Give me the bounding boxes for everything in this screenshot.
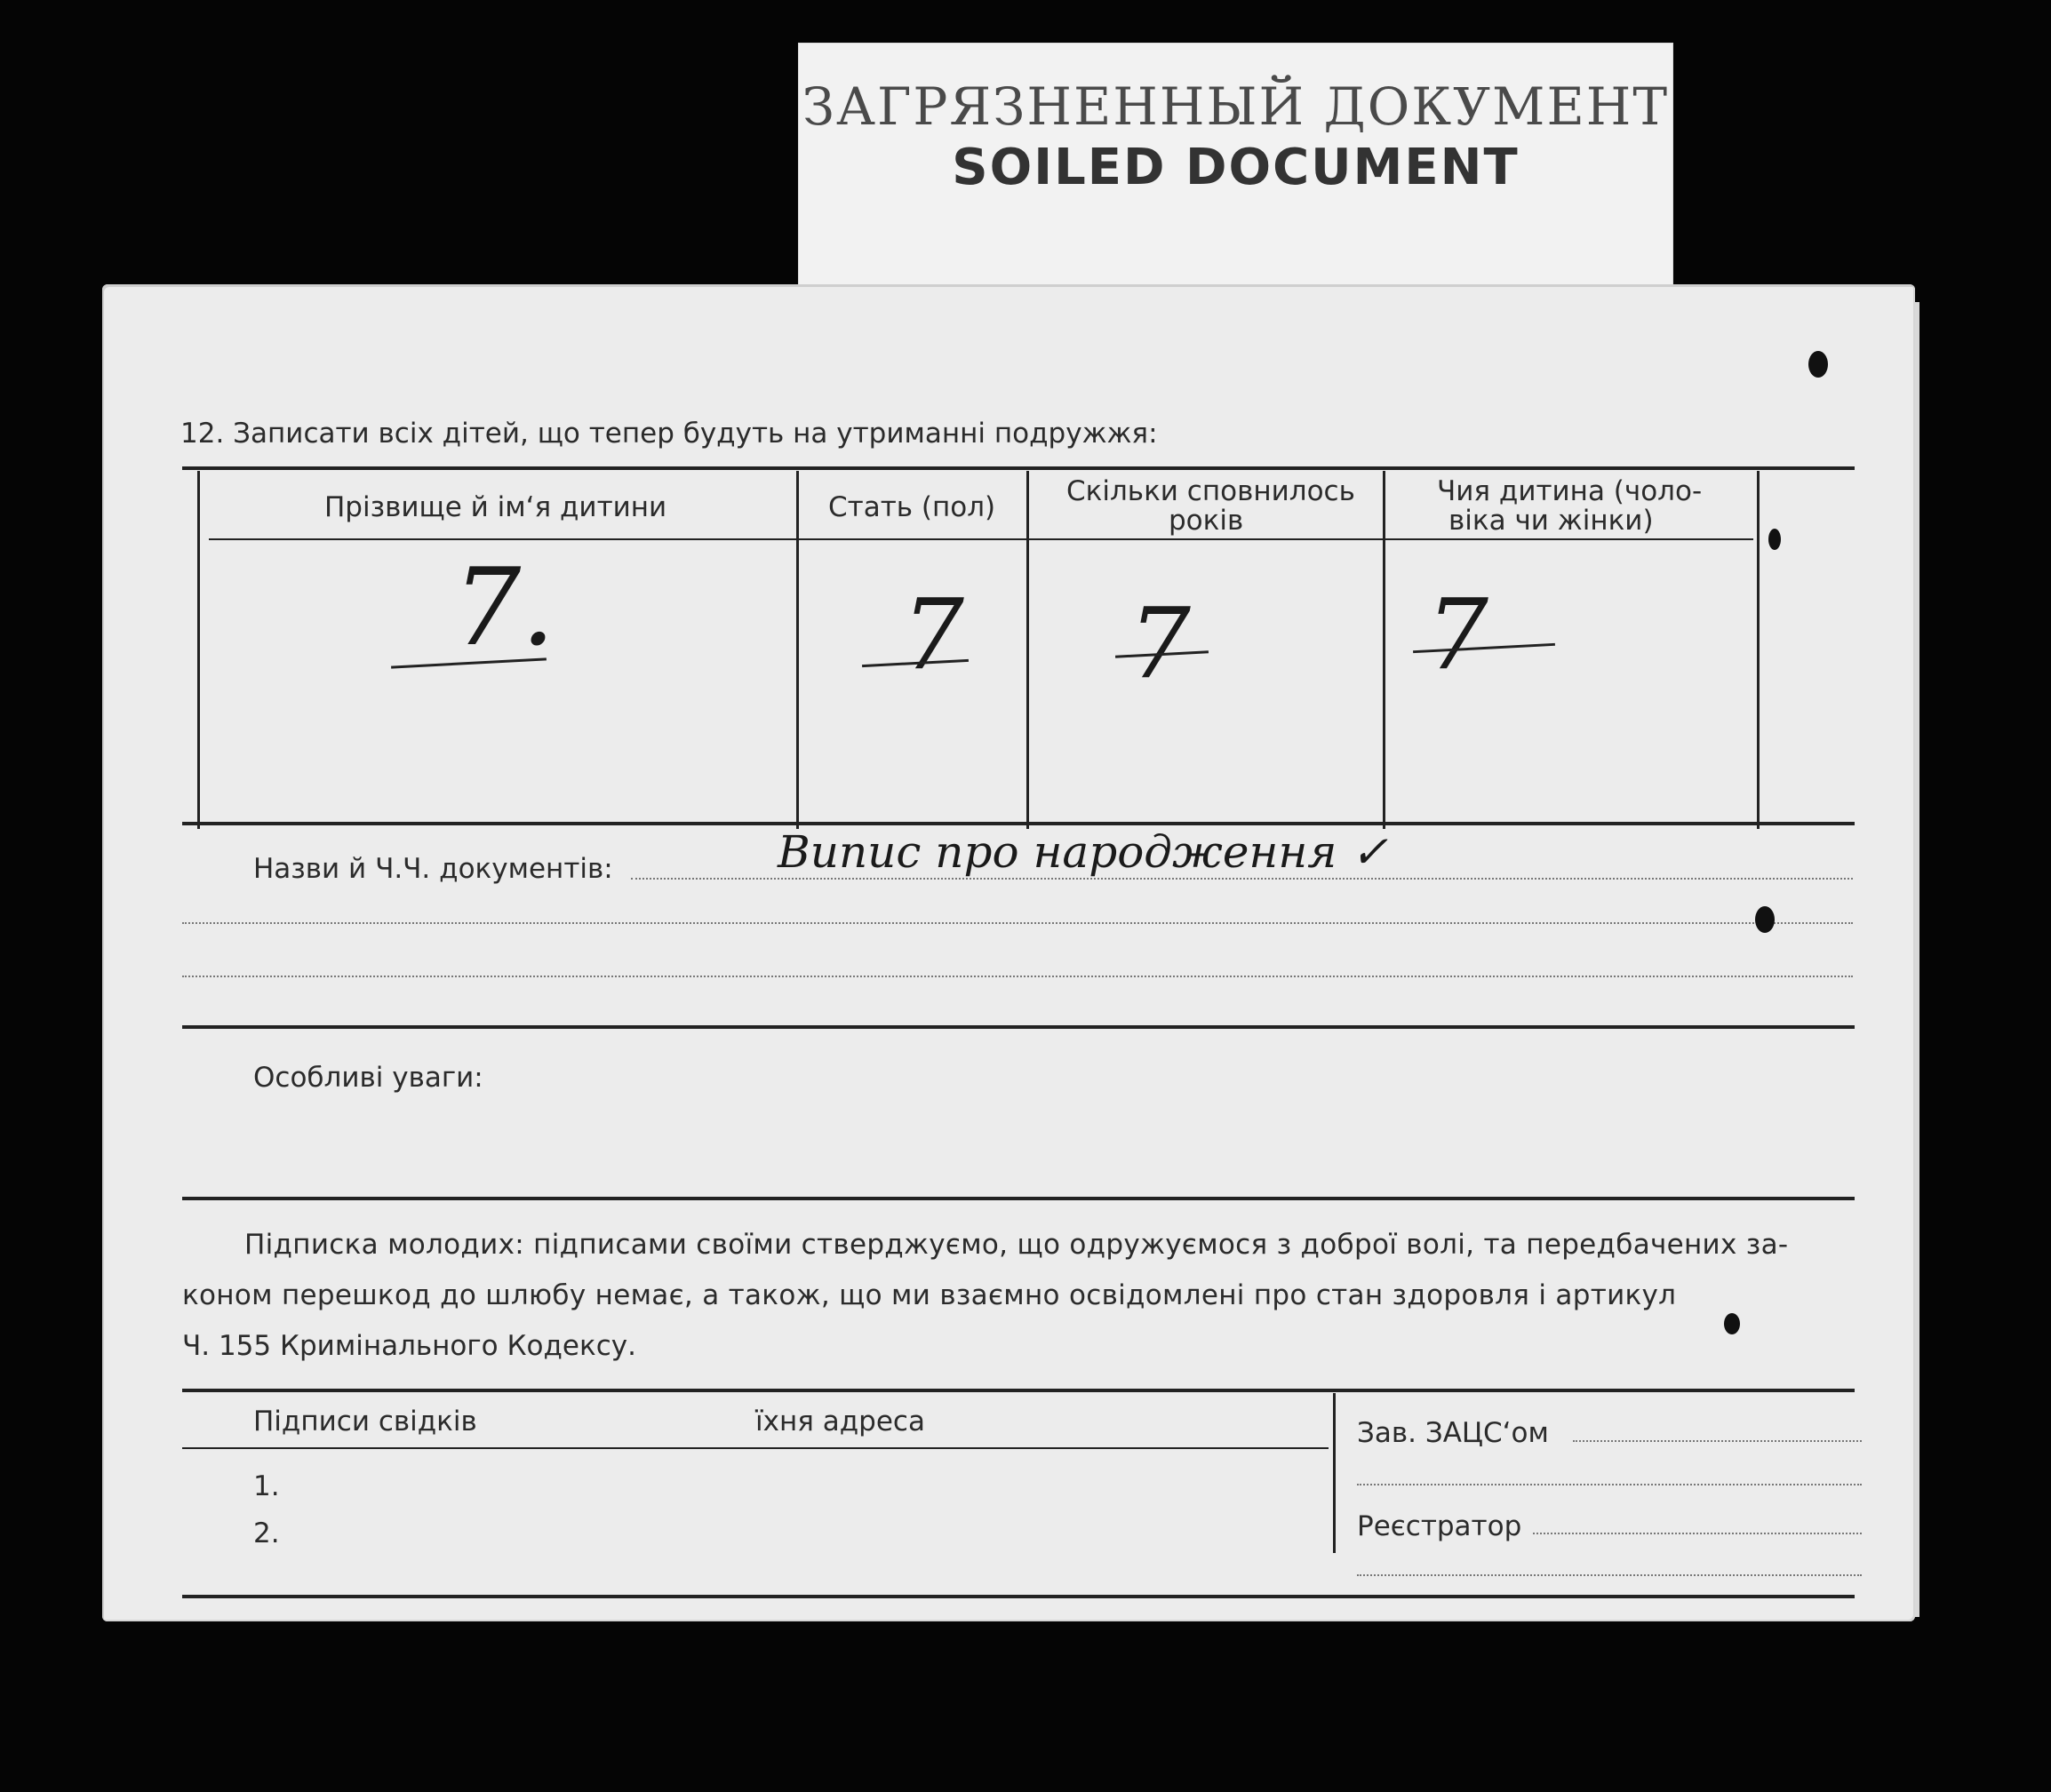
head-of-registry-label: Зав. ЗАЦС‘ом bbox=[1357, 1417, 1549, 1449]
column-header-child-name: Прізвище й ім‘я дитини bbox=[324, 491, 667, 523]
punch-hole bbox=[1808, 351, 1828, 378]
witnesses-header-divider bbox=[182, 1447, 1329, 1449]
table-top-border bbox=[182, 466, 1855, 470]
documents-dotted-line bbox=[182, 922, 1853, 924]
soiled-document-stamp bbox=[798, 43, 1673, 302]
declaration-line-1: Підписка молодих: підписами своїми стверджуємо, що одружуємося з доброї волі, та передбачених за- bbox=[244, 1229, 1789, 1261]
punch-hole bbox=[1768, 529, 1781, 550]
table-col-divider-2 bbox=[1026, 471, 1029, 829]
column-header-age-line1: Скільки сповнилось bbox=[1066, 475, 1355, 507]
handwritten-age: 7 bbox=[1129, 586, 1191, 700]
witness-2-label: 2. bbox=[253, 1517, 280, 1549]
witness-1-label: 1. bbox=[253, 1470, 280, 1502]
address-label: їхня адреса bbox=[755, 1406, 925, 1438]
column-header-whose-child-line2: віка чи жінки) bbox=[1448, 505, 1654, 537]
handwritten-child-name: 7. bbox=[453, 546, 555, 670]
form-bottom-border bbox=[182, 1595, 1855, 1598]
remarks-section-divider bbox=[182, 1197, 1855, 1200]
witnesses-label: Підписи свідків bbox=[253, 1406, 477, 1438]
column-header-whose-child-line1: Чия дитина (чоло- bbox=[1437, 475, 1703, 507]
handwritten-documents: Випис про народження ✓ bbox=[778, 826, 1389, 878]
table-left-border bbox=[197, 471, 200, 829]
column-header-sex: Стать (пол) bbox=[828, 491, 996, 523]
column-header-age-line2: років bbox=[1169, 505, 1244, 537]
documents-dotted-line bbox=[182, 976, 1853, 977]
head-signature-line bbox=[1357, 1484, 1862, 1485]
table-col-divider-3 bbox=[1383, 471, 1385, 829]
stamp-text-english: SOILED DOCUMENT bbox=[952, 139, 1520, 196]
documents-section-divider bbox=[182, 1025, 1855, 1029]
table-right-border bbox=[1757, 471, 1760, 829]
table-bottom-border bbox=[182, 822, 1855, 825]
stamp-text-russian: ЗАГРЯЗНЕННЫЙ ДОКУМЕНТ bbox=[802, 76, 1670, 137]
handwritten-sex: 7 bbox=[902, 577, 964, 691]
section-title: 12. Записати всіх дітей, що тепер будуть на утриманні подружжя: bbox=[180, 418, 1158, 450]
declaration-line-3: Ч. 155 Кримінального Кодексу. bbox=[182, 1330, 636, 1362]
signatures-divider bbox=[1333, 1393, 1336, 1553]
registrar-signature-line bbox=[1533, 1533, 1862, 1534]
marriage-form-card bbox=[102, 284, 1915, 1621]
punch-hole bbox=[1755, 906, 1775, 933]
documents-label: Назви й Ч.Ч. документів: bbox=[253, 853, 613, 885]
documents-dotted-line bbox=[631, 878, 1853, 880]
signatures-top-border bbox=[182, 1389, 1855, 1392]
declaration-line-2: коном перешкод до шлюбу немає, а також, що ми взаємно освідомлені про стан здоровля і артикул bbox=[182, 1279, 1677, 1311]
head-signature-line bbox=[1573, 1440, 1862, 1442]
registrar-label: Реєстратор bbox=[1357, 1510, 1522, 1542]
table-col-divider-1 bbox=[796, 471, 799, 829]
table-header-divider bbox=[209, 538, 1753, 540]
handwritten-whose-child: 7 bbox=[1426, 577, 1488, 691]
remarks-label: Особливі уваги: bbox=[253, 1062, 483, 1094]
punch-hole bbox=[1724, 1313, 1740, 1334]
registrar-signature-line bbox=[1357, 1574, 1862, 1576]
